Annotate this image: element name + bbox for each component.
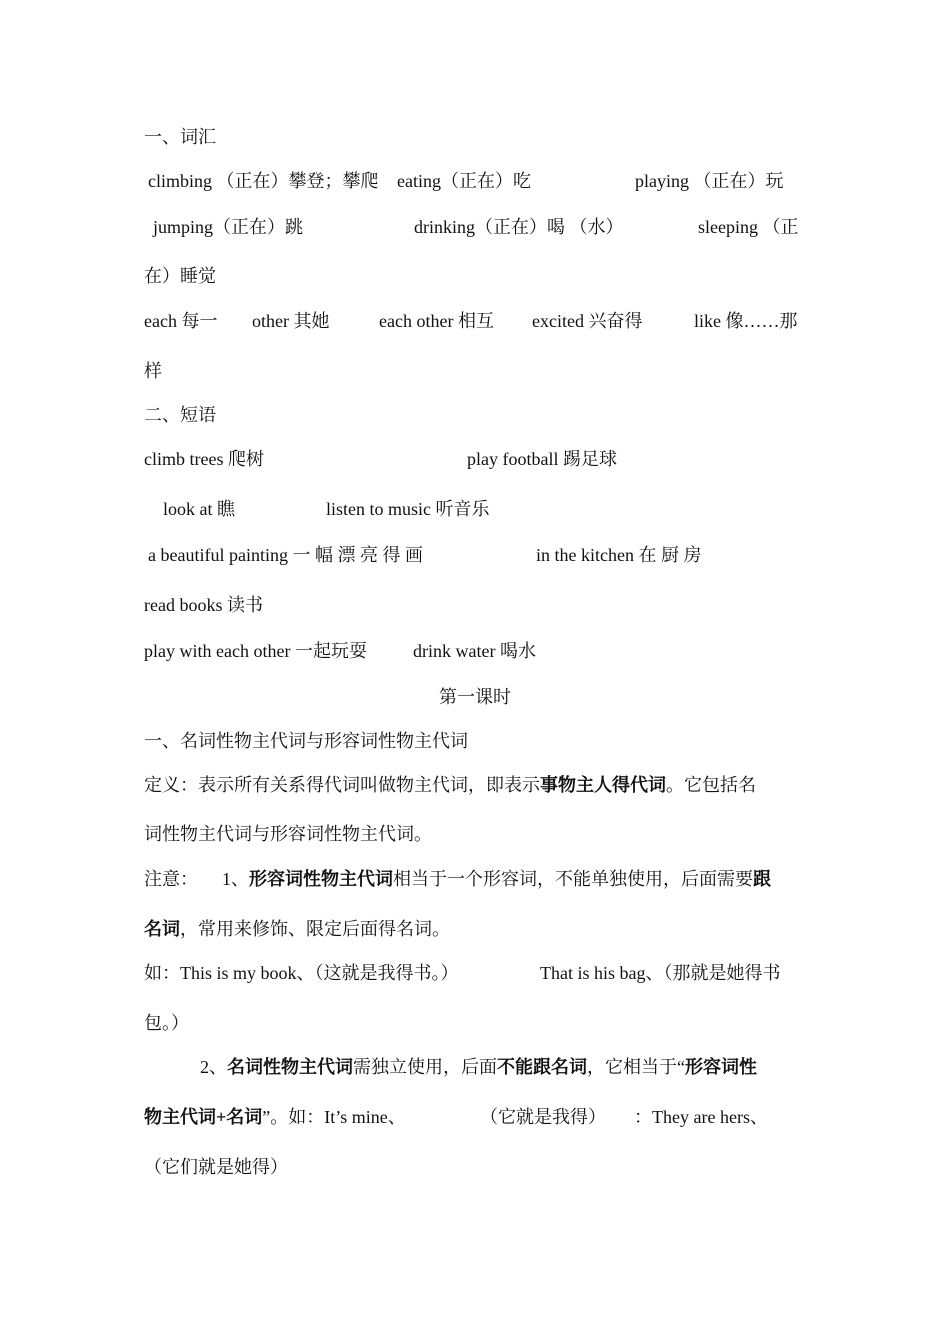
definition-line-2: 词性物主代词与形容词性物主代词。: [144, 824, 432, 844]
phrase-item: in the kitchen 在 厨 房: [536, 545, 702, 565]
definition-emphasis: 事物主人得代词: [540, 775, 666, 795]
definition-line-1: 定义：表示所有关系得代词叫做物主代词，即表示事物主人得代词。它包括名: [144, 775, 756, 795]
phrase-row-4: read books 读书: [144, 595, 263, 615]
vocab-item: other 其她: [252, 311, 330, 331]
vocab-item: climbing （正在）攀登；攀爬: [148, 171, 379, 191]
vocab-row-1: [0, 169, 950, 193]
note-2-line-1: 2、名词性物主代词需独立使用，后面不能跟名词，它相当于“形容词性: [200, 1057, 757, 1077]
vocab-item: eating（正在）吃: [397, 171, 531, 191]
note-1-line-1: [0, 867, 950, 891]
vocab-item: excited 兴奋得: [532, 311, 643, 331]
vocab-item: each 每一: [144, 311, 218, 331]
phrase-item: play with each other 一起玩耍: [144, 641, 367, 661]
note-2-line-3: （它们就是她得）: [144, 1157, 288, 1177]
phrase-item: a beautiful painting 一 幅 漂 亮 得 画: [148, 545, 423, 565]
phrase-item: climb trees 爬树: [144, 449, 264, 469]
vocab-row-2-continued: 在）睡觉: [144, 266, 216, 286]
note-label: 注意：: [144, 869, 198, 889]
example-text: That is his bag、（那就是她得书: [540, 963, 781, 983]
phrase-row-5: [0, 639, 950, 663]
section-heading-vocabulary: 一、词汇: [144, 127, 216, 147]
vocab-row-2: [0, 215, 950, 239]
phrase-item: drink water 喝水: [413, 641, 536, 661]
vocab-item: each other 相互: [379, 311, 494, 331]
phrase-item: play football 踢足球: [467, 449, 617, 469]
example-1: [0, 961, 950, 985]
note-2-line-2: 物主代词+名词”。如：It’s mine、 （它就是我得） ：They are hers、: [144, 1107, 768, 1127]
lesson-heading: 一、名词性物主代词与形容词性物主代词: [144, 731, 468, 751]
note-1-text: 1、形容词性物主代词相当于一个形容词，不能单独使用，后面需要跟: [222, 869, 771, 889]
note-1-line-2: 名词，常用来修饰、限定后面得名词。: [144, 919, 450, 939]
phrase-row-3: [0, 543, 950, 567]
phrase-item: listen to music 听音乐: [326, 499, 490, 519]
lesson-title: 第一课时: [439, 687, 511, 707]
vocab-row-3: [0, 309, 950, 333]
vocab-item: playing （正在）玩: [635, 171, 784, 191]
example-text: 如：This is my book、（这就是我得书。）: [144, 963, 459, 983]
vocab-item: jumping（正在）跳: [153, 217, 304, 237]
phrase-row-1: [0, 447, 950, 471]
vocab-item: like 像……那: [694, 311, 798, 331]
phrase-item: look at 瞧: [163, 499, 235, 519]
phrase-row-2: [0, 497, 950, 521]
example-1-continued: 包。）: [144, 1013, 189, 1033]
section-heading-phrases: 二、短语: [144, 405, 216, 425]
vocab-row-3-continued: 样: [144, 361, 162, 381]
vocab-item: drinking（正在）喝 （水）: [414, 217, 624, 237]
vocab-item: sleeping （正: [698, 217, 799, 237]
